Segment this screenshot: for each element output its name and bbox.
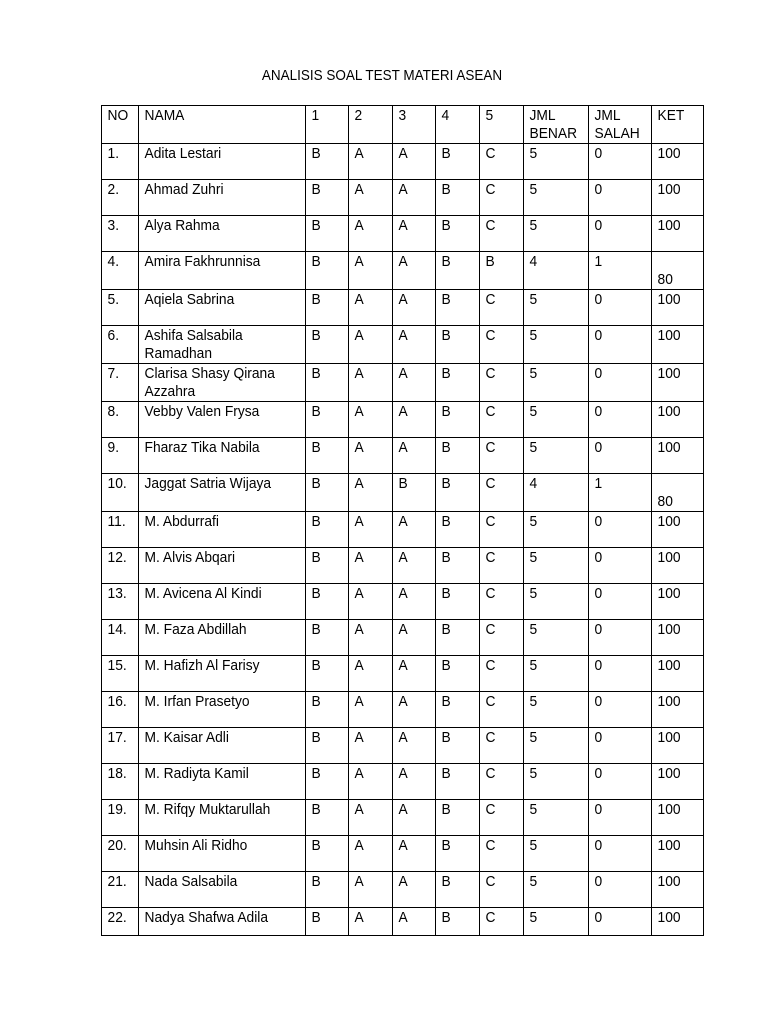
header-nama: NAMA xyxy=(139,106,306,144)
cell-q5: C xyxy=(480,548,524,584)
cell-jml-benar: 5 xyxy=(524,180,589,216)
cell-q4: B xyxy=(436,144,480,180)
cell-q2: A xyxy=(349,326,393,364)
cell-q4: B xyxy=(436,438,480,474)
document-title: ANALISIS SOAL TEST MATERI ASEAN xyxy=(261,67,503,84)
cell-q1: B xyxy=(306,836,349,872)
cell-nama: Muhsin Ali Ridho xyxy=(139,836,306,872)
cell-q5: C xyxy=(480,290,524,326)
cell-q2: A xyxy=(349,872,393,908)
cell-q3: A xyxy=(393,252,436,290)
cell-q3: A xyxy=(393,728,436,764)
cell-jml-salah: 0 xyxy=(589,144,652,180)
cell-q3: A xyxy=(393,764,436,800)
cell-q2: A xyxy=(349,512,393,548)
cell-q4: B xyxy=(436,800,480,836)
cell-ket: 100 xyxy=(652,908,704,936)
cell-jml-benar: 5 xyxy=(524,656,589,692)
cell-jml-salah: 0 xyxy=(589,216,652,252)
cell-q4: B xyxy=(436,764,480,800)
cell-jml-benar: 5 xyxy=(524,326,589,364)
cell-ket: 100 xyxy=(652,584,704,620)
table-row xyxy=(102,620,704,656)
cell-q3: A xyxy=(393,620,436,656)
cell-no: 12. xyxy=(102,548,139,584)
cell-ket: 80 xyxy=(652,474,704,512)
cell-q2: A xyxy=(349,216,393,252)
cell-nama: M. Hafizh Al Farisy xyxy=(139,656,306,692)
cell-q5: C xyxy=(480,908,524,936)
cell-q1: B xyxy=(306,512,349,548)
cell-q2: A xyxy=(349,800,393,836)
table-row xyxy=(102,180,704,216)
cell-nama: M. Alvis Abqari xyxy=(139,548,306,584)
header-no: NO xyxy=(102,106,139,144)
cell-q1: B xyxy=(306,692,349,728)
cell-q4: B xyxy=(436,474,480,512)
cell-jml-benar: 5 xyxy=(524,584,589,620)
cell-jml-benar: 5 xyxy=(524,764,589,800)
cell-q3: A xyxy=(393,512,436,548)
cell-jml-salah: 1 xyxy=(589,474,652,512)
cell-jml-salah: 0 xyxy=(589,692,652,728)
cell-q1: B xyxy=(306,908,349,936)
cell-q5: C xyxy=(480,620,524,656)
cell-q5: C xyxy=(480,402,524,438)
cell-q2: A xyxy=(349,836,393,872)
cell-jml-benar: 5 xyxy=(524,402,589,438)
cell-no: 22. xyxy=(102,908,139,936)
cell-no: 9. xyxy=(102,438,139,474)
cell-q1: B xyxy=(306,584,349,620)
cell-no: 15. xyxy=(102,656,139,692)
cell-jml-benar: 5 xyxy=(524,728,589,764)
cell-ket: 100 xyxy=(652,836,704,872)
cell-q2: A xyxy=(349,692,393,728)
table-row xyxy=(102,326,704,364)
cell-jml-salah: 0 xyxy=(589,584,652,620)
cell-jml-benar: 5 xyxy=(524,836,589,872)
cell-ket: 100 xyxy=(652,692,704,728)
cell-q2: A xyxy=(349,438,393,474)
cell-jml-salah: 0 xyxy=(589,764,652,800)
table-row xyxy=(102,290,704,326)
cell-jml-salah: 0 xyxy=(589,908,652,936)
cell-jml-benar: 5 xyxy=(524,364,589,402)
cell-q3: A xyxy=(393,908,436,936)
cell-q1: B xyxy=(306,872,349,908)
header-row xyxy=(102,106,704,144)
cell-nama: Adita Lestari xyxy=(139,144,306,180)
cell-nama: Ashifa Salsabila Ramadhan xyxy=(139,326,306,364)
cell-ket: 100 xyxy=(652,512,704,548)
cell-q4: B xyxy=(436,836,480,872)
cell-q1: B xyxy=(306,180,349,216)
cell-jml-salah: 0 xyxy=(589,620,652,656)
cell-q2: A xyxy=(349,180,393,216)
cell-jml-salah: 1 xyxy=(589,252,652,290)
table-row xyxy=(102,144,704,180)
cell-q1: B xyxy=(306,548,349,584)
cell-q4: B xyxy=(436,252,480,290)
table-row xyxy=(102,728,704,764)
cell-q5: C xyxy=(480,656,524,692)
cell-q5: C xyxy=(480,872,524,908)
cell-q1: B xyxy=(306,474,349,512)
cell-q3: A xyxy=(393,548,436,584)
cell-q3: A xyxy=(393,216,436,252)
cell-nama: M. Irfan Prasetyo xyxy=(139,692,306,728)
cell-nama: Jaggat Satria Wijaya xyxy=(139,474,306,512)
cell-q5: C xyxy=(480,512,524,548)
cell-q2: A xyxy=(349,364,393,402)
cell-jml-salah: 0 xyxy=(589,656,652,692)
cell-q3: A xyxy=(393,180,436,216)
cell-nama: M. Kaisar Adli xyxy=(139,728,306,764)
table-row xyxy=(102,872,704,908)
cell-jml-benar: 4 xyxy=(524,252,589,290)
cell-q4: B xyxy=(436,692,480,728)
header-ket: KET xyxy=(652,106,704,144)
cell-no: 18. xyxy=(102,764,139,800)
cell-q2: A xyxy=(349,908,393,936)
cell-nama: Aqiela Sabrina xyxy=(139,290,306,326)
cell-nama: Nadya Shafwa Adila xyxy=(139,908,306,936)
cell-q5: C xyxy=(480,364,524,402)
cell-q3: B xyxy=(393,474,436,512)
cell-no: 8. xyxy=(102,402,139,438)
header-q3: 3 xyxy=(393,106,436,144)
cell-jml-benar: 5 xyxy=(524,548,589,584)
cell-jml-benar: 5 xyxy=(524,216,589,252)
cell-ket: 100 xyxy=(652,438,704,474)
cell-q5: C xyxy=(480,216,524,252)
cell-q1: B xyxy=(306,764,349,800)
cell-jml-benar: 4 xyxy=(524,474,589,512)
cell-q5: C xyxy=(480,764,524,800)
cell-q3: A xyxy=(393,402,436,438)
cell-q4: B xyxy=(436,584,480,620)
table-row xyxy=(102,216,704,252)
cell-q4: B xyxy=(436,326,480,364)
cell-jml-benar: 5 xyxy=(524,438,589,474)
cell-q2: A xyxy=(349,402,393,438)
cell-q2: A xyxy=(349,474,393,512)
cell-no: 20. xyxy=(102,836,139,872)
cell-no: 17. xyxy=(102,728,139,764)
cell-q4: B xyxy=(436,512,480,548)
cell-ket: 100 xyxy=(652,620,704,656)
cell-q4: B xyxy=(436,216,480,252)
cell-q2: A xyxy=(349,548,393,584)
cell-no: 11. xyxy=(102,512,139,548)
table-row xyxy=(102,908,704,936)
cell-q2: A xyxy=(349,764,393,800)
cell-no: 4. xyxy=(102,252,139,290)
cell-jml-salah: 0 xyxy=(589,438,652,474)
cell-nama: Amira Fakhrunnisa xyxy=(139,252,306,290)
cell-ket: 100 xyxy=(652,548,704,584)
cell-jml-salah: 0 xyxy=(589,402,652,438)
cell-q5: B xyxy=(480,252,524,290)
cell-jml-salah: 0 xyxy=(589,728,652,764)
cell-q2: A xyxy=(349,252,393,290)
cell-q4: B xyxy=(436,620,480,656)
cell-q1: B xyxy=(306,402,349,438)
cell-q2: A xyxy=(349,144,393,180)
header-q4: 4 xyxy=(436,106,480,144)
cell-nama: M. Radiyta Kamil xyxy=(139,764,306,800)
cell-jml-benar: 5 xyxy=(524,872,589,908)
cell-q1: B xyxy=(306,216,349,252)
cell-ket: 80 xyxy=(652,252,704,290)
header-jml-benar: JML BENAR xyxy=(524,106,589,144)
cell-q1: B xyxy=(306,290,349,326)
cell-jml-salah: 0 xyxy=(589,800,652,836)
cell-ket: 100 xyxy=(652,216,704,252)
table-row xyxy=(102,438,704,474)
cell-jml-benar: 5 xyxy=(524,908,589,936)
cell-q1: B xyxy=(306,728,349,764)
cell-q1: B xyxy=(306,364,349,402)
cell-nama: M. Rifqy Muktarullah xyxy=(139,800,306,836)
table-row xyxy=(102,836,704,872)
table-row xyxy=(102,402,704,438)
cell-q5: C xyxy=(480,180,524,216)
cell-q5: C xyxy=(480,584,524,620)
cell-q3: A xyxy=(393,872,436,908)
cell-q3: A xyxy=(393,144,436,180)
cell-jml-benar: 5 xyxy=(524,290,589,326)
cell-q4: B xyxy=(436,180,480,216)
cell-q4: B xyxy=(436,908,480,936)
cell-no: 5. xyxy=(102,290,139,326)
table-row xyxy=(102,364,704,402)
cell-nama: M. Avicena Al Kindi xyxy=(139,584,306,620)
cell-jml-benar: 5 xyxy=(524,692,589,728)
cell-ket: 100 xyxy=(652,290,704,326)
cell-nama: Nada Salsabila xyxy=(139,872,306,908)
cell-no: 14. xyxy=(102,620,139,656)
cell-q2: A xyxy=(349,584,393,620)
header-q1: 1 xyxy=(306,106,349,144)
cell-q1: B xyxy=(306,620,349,656)
cell-q2: A xyxy=(349,290,393,326)
cell-q5: C xyxy=(480,800,524,836)
table-row xyxy=(102,584,704,620)
cell-no: 13. xyxy=(102,584,139,620)
cell-ket: 100 xyxy=(652,872,704,908)
cell-jml-benar: 5 xyxy=(524,144,589,180)
cell-q1: B xyxy=(306,252,349,290)
cell-jml-salah: 0 xyxy=(589,364,652,402)
cell-q3: A xyxy=(393,800,436,836)
cell-ket: 100 xyxy=(652,402,704,438)
header-jml-salah: JML SALAH xyxy=(589,106,652,144)
cell-q3: A xyxy=(393,364,436,402)
cell-q4: B xyxy=(436,872,480,908)
table-row xyxy=(102,656,704,692)
header-q5: 5 xyxy=(480,106,524,144)
cell-q3: A xyxy=(393,438,436,474)
cell-q3: A xyxy=(393,584,436,620)
cell-no: 16. xyxy=(102,692,139,728)
cell-q1: B xyxy=(306,438,349,474)
cell-q1: B xyxy=(306,326,349,364)
cell-ket: 100 xyxy=(652,728,704,764)
cell-jml-salah: 0 xyxy=(589,548,652,584)
cell-q4: B xyxy=(436,548,480,584)
answer-analysis-table xyxy=(101,105,704,936)
cell-ket: 100 xyxy=(652,764,704,800)
cell-ket: 100 xyxy=(652,364,704,402)
header-q2: 2 xyxy=(349,106,393,144)
cell-q5: C xyxy=(480,474,524,512)
cell-q4: B xyxy=(436,290,480,326)
cell-q3: A xyxy=(393,290,436,326)
table-row xyxy=(102,764,704,800)
cell-jml-salah: 0 xyxy=(589,512,652,548)
table-row xyxy=(102,474,704,512)
table-row xyxy=(102,252,704,290)
table-row xyxy=(102,692,704,728)
cell-q3: A xyxy=(393,326,436,364)
cell-no: 1. xyxy=(102,144,139,180)
cell-nama: M. Faza Abdillah xyxy=(139,620,306,656)
cell-nama: M. Abdurrafi xyxy=(139,512,306,548)
cell-ket: 100 xyxy=(652,800,704,836)
cell-q5: C xyxy=(480,692,524,728)
cell-q1: B xyxy=(306,800,349,836)
cell-q2: A xyxy=(349,620,393,656)
cell-no: 7. xyxy=(102,364,139,402)
cell-q2: A xyxy=(349,728,393,764)
cell-no: 21. xyxy=(102,872,139,908)
cell-ket: 100 xyxy=(652,180,704,216)
cell-no: 2. xyxy=(102,180,139,216)
cell-q5: C xyxy=(480,836,524,872)
cell-no: 10. xyxy=(102,474,139,512)
cell-q2: A xyxy=(349,656,393,692)
table-row xyxy=(102,512,704,548)
cell-no: 3. xyxy=(102,216,139,252)
cell-q3: A xyxy=(393,656,436,692)
cell-q5: C xyxy=(480,728,524,764)
cell-jml-salah: 0 xyxy=(589,836,652,872)
cell-nama: Alya Rahma xyxy=(139,216,306,252)
cell-nama: Fharaz Tika Nabila xyxy=(139,438,306,474)
cell-ket: 100 xyxy=(652,656,704,692)
cell-ket: 100 xyxy=(652,326,704,364)
cell-jml-salah: 0 xyxy=(589,180,652,216)
cell-nama: Clarisa Shasy Qirana Azzahra xyxy=(139,364,306,402)
table-body xyxy=(102,144,704,936)
cell-nama: Vebby Valen Frysa xyxy=(139,402,306,438)
cell-jml-benar: 5 xyxy=(524,800,589,836)
cell-q4: B xyxy=(436,364,480,402)
cell-q1: B xyxy=(306,656,349,692)
cell-nama: Ahmad Zuhri xyxy=(139,180,306,216)
cell-no: 6. xyxy=(102,326,139,364)
cell-ket: 100 xyxy=(652,144,704,180)
cell-q5: C xyxy=(480,144,524,180)
cell-q4: B xyxy=(436,402,480,438)
cell-jml-salah: 0 xyxy=(589,326,652,364)
cell-jml-benar: 5 xyxy=(524,620,589,656)
table-row xyxy=(102,548,704,584)
cell-q5: C xyxy=(480,326,524,364)
table-row xyxy=(102,800,704,836)
cell-q3: A xyxy=(393,692,436,728)
cell-q4: B xyxy=(436,728,480,764)
cell-jml-salah: 0 xyxy=(589,872,652,908)
cell-jml-benar: 5 xyxy=(524,512,589,548)
cell-q4: B xyxy=(436,656,480,692)
cell-q1: B xyxy=(306,144,349,180)
cell-q3: A xyxy=(393,836,436,872)
cell-q5: C xyxy=(480,438,524,474)
cell-no: 19. xyxy=(102,800,139,836)
cell-jml-salah: 0 xyxy=(589,290,652,326)
